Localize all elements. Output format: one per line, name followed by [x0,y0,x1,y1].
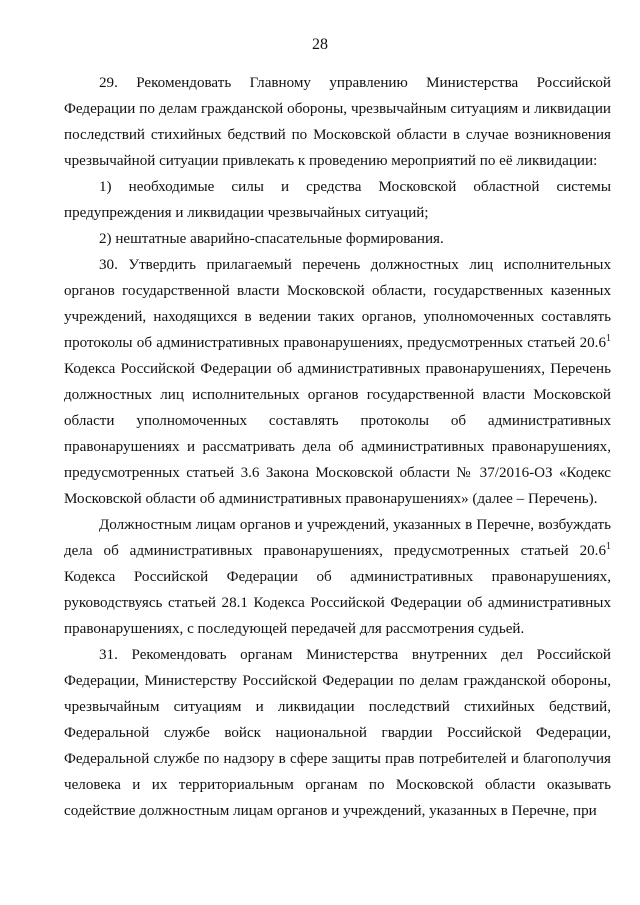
paragraph-30 [64,252,611,512]
superscript-marker: 1 [606,333,611,344]
paragraph-30-text-b: Кодекса Российской Федерации об административных правонарушениях, Перечень должностных лиц исполнительных органов государственной власти Московской области уполномоченных составлять протоколы об административных правонарушениях и рассматривать дела об административных правонарушениях, предусмотренных статьей 3.6 Закона Московской области № 37/2016-ОЗ «Кодекс Московской области об административных правонарушениях» (далее – Перечень). [64,361,611,507]
paragraph-officials-text-b: Кодекса Российской Федерации об административных правонарушениях, руководствуясь статьей 28.1 Кодекса Российской Федерации об административных правонарушениях, с последующей передачей для рассмотрения судьей. [64,569,611,637]
paragraph-29-item-2: 2) нештатные аварийно-спасательные формирования. [99,231,444,247]
paragraph-29: 29. Рекомендовать Главному управлению Министерства Российской Федерации по делам гражданской обороны, чрезвычайным ситуациям и ликвидации последствий стихийных бедствий по Московской области в случае возникновения чрезвычайной ситуации привлекать к проведению мероприятий по её ликвидации: [64,75,611,169]
document-body [64,70,611,824]
paragraph-officials [64,512,611,642]
superscript-marker: 1 [606,541,611,552]
page-number: 28 [312,36,328,53]
paragraph-30-text-a: 30. Утвердить прилагаемый перечень должностных лиц исполнительных органов государственной власти Московской области, государственных казенных учреждений, находящихся в ведении таких органов, уполномоченных составлять протоколы об административных правонарушениях, предусмотренных статьей 20.6 [64,257,611,351]
paragraph-officials-text-a: Должностным лицам органов и учреждений, указанных в Перечне, возбуждать дела об административных правонарушениях, предусмотренных статьей 20.6 [64,517,611,559]
paragraph-29-item-1: 1) необходимые силы и средства Московской областной системы предупреждения и ликвидации чрезвычайных ситуаций; [64,179,611,221]
paragraph-31: 31. Рекомендовать органам Министерства внутренних дел Российской Федерации, Министерству Российской Федерации по делам гражданской обороны, чрезвычайным ситуациям и ликвидации последствий стихийных бедствий, Федеральной службе войск национальной гвардии Российской Федерации, Федеральной службе по надзору в сфере защиты прав потребителей и благополучия человека и их территориальным органам по Московской области оказывать содействие должностным лицам органов и учреждений, указанных в Перечне, при [64,647,611,819]
